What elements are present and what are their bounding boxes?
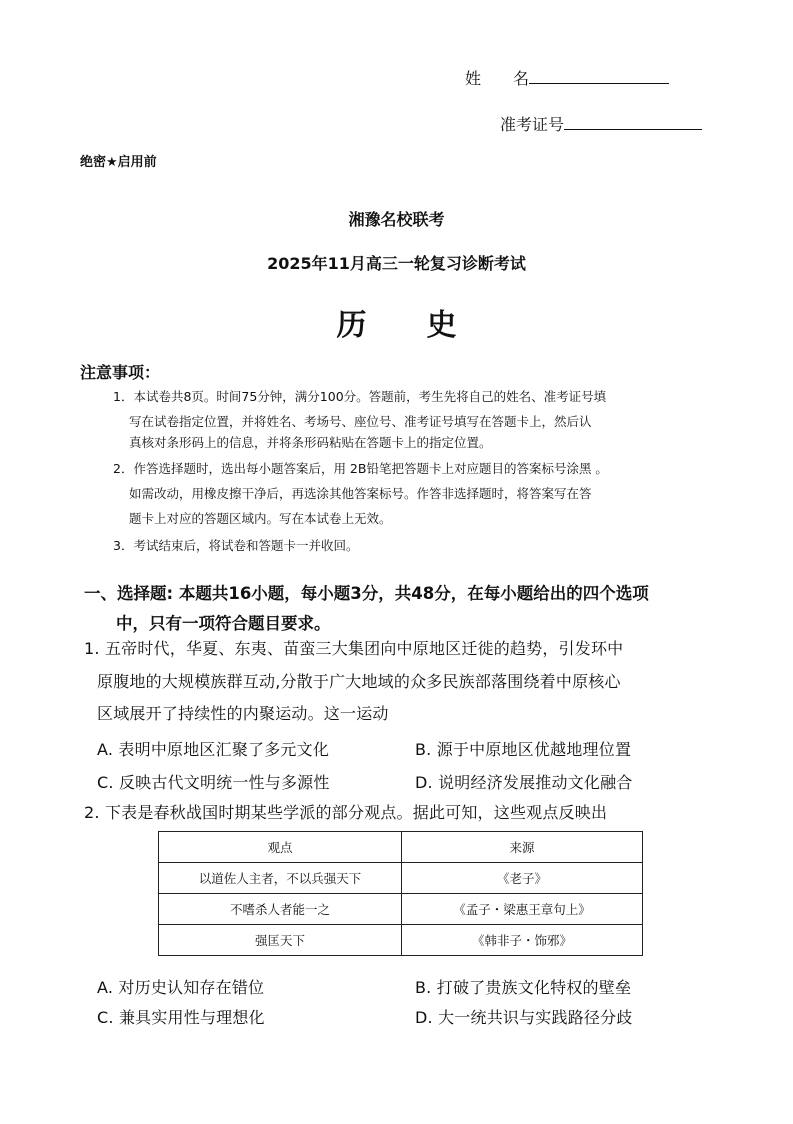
q2-option-d: D. 大一统共识与实践路径分歧: [415, 1008, 633, 1027]
q2-option-c: C. 兼具实用性与理想化: [97, 1008, 265, 1027]
q1-stem-line-1: 1. 五帝时代，华夏、东夷、苗蛮三大集团向中原地区迁徙的趋势，引发环中: [84, 639, 624, 658]
q2-stem: 2. 下表是春秋战国时期某些学派的部分观点。据此可知，这些观点反映出: [84, 803, 608, 822]
table-header-viewpoint: 观点: [159, 832, 402, 863]
q1-option-b: B. 源于中原地区优越地理位置: [415, 740, 632, 759]
viewpoints-table: [158, 831, 643, 956]
section-heading-line-1: 一、选择题: 本题共16小题，每小题3分，共48分，在每小题给出的四个选项: [84, 584, 649, 603]
notice-heading: 注意事项：: [80, 363, 161, 382]
table-cell-source: 《老子》: [402, 863, 643, 894]
section-heading-line-2: 中，只有一项符合题目要求。: [116, 614, 331, 633]
table-cell-viewpoint: 强匡天下: [159, 925, 402, 956]
q1-option-d: D. 说明经济发展推动文化融合: [415, 773, 633, 792]
q2-option-a: A. 对历史认知存在错位: [97, 978, 265, 997]
table-row: [159, 925, 643, 956]
table-row: [159, 894, 643, 925]
exam-number-field: [500, 112, 702, 135]
section-heading: [84, 580, 649, 634]
notice-item-1-line-3: 真核对条形码上的信息，并将条形码粘贴在答题卡上的指定位置。: [129, 435, 492, 450]
table-header-row: [159, 832, 643, 863]
notice-item-2-line-2: 如需改动，用橡皮擦干净后，再选涂其他答案标号。作答非选择题时，将答案写在答: [129, 486, 592, 501]
table-header-source: 来源: [402, 832, 643, 863]
notice-item-3-line-1: 3．考试结束后，将试卷和答题卡一并收回。: [113, 538, 359, 553]
confidential-mark: 绝密★启用前: [80, 155, 157, 170]
name-underline: [529, 67, 669, 84]
exam-number-label: 准考证号: [500, 115, 565, 134]
notice-item-1-line-2: 写在试卷指定位置，并将姓名、考场号、座位号、准考证号填写在答题卡上，然后认: [129, 414, 592, 429]
q1-stem-line-3: 区域展开了持续性的内聚运动。这一运动: [97, 704, 389, 723]
q1-stem-line-2: 原腹地的大规模族群互动,分散于广大地域的众多民族部落围绕着中原核心: [97, 672, 621, 691]
exam-number-underline: [564, 113, 702, 130]
union-title: 湘豫名校联考: [348, 210, 445, 229]
table-cell-viewpoint: 不嗜杀人者能一之: [159, 894, 402, 925]
table-cell-viewpoint: 以道佐人主者，不以兵强天下: [159, 863, 402, 894]
q1-option-c: C. 反映古代文明统一性与多源性: [97, 773, 330, 792]
table-cell-source: 《孟子・梁惠王章句上》: [402, 894, 643, 925]
notice-item-1-line-1: 1．本试卷共8页。时间75分钟，满分100分。答题前，考生先将自己的姓名、准考证号填: [113, 389, 607, 404]
q1-option-a: A. 表明中原地区汇聚了多元文化: [97, 740, 330, 759]
notice-item-2-line-1: 2．作答选择题时，选出每小题答案后，用 2B铅笔把答题卡上对应题目的答案标号涂黑 。: [113, 461, 608, 476]
notice-item-2-line-3: 题卡上对应的答题区域内。写在本试卷上无效。: [129, 511, 392, 526]
exam-title: 2025年11月高三一轮复习诊断考试: [267, 254, 526, 273]
subject-title: 历 史: [336, 308, 457, 343]
name-field: [465, 66, 669, 89]
name-label: 姓 名: [465, 69, 530, 88]
table-row: [159, 863, 643, 894]
q2-option-b: B. 打破了贵族文化特权的壁垒: [415, 978, 632, 997]
table-cell-source: 《韩非子・饰邪》: [402, 925, 643, 956]
